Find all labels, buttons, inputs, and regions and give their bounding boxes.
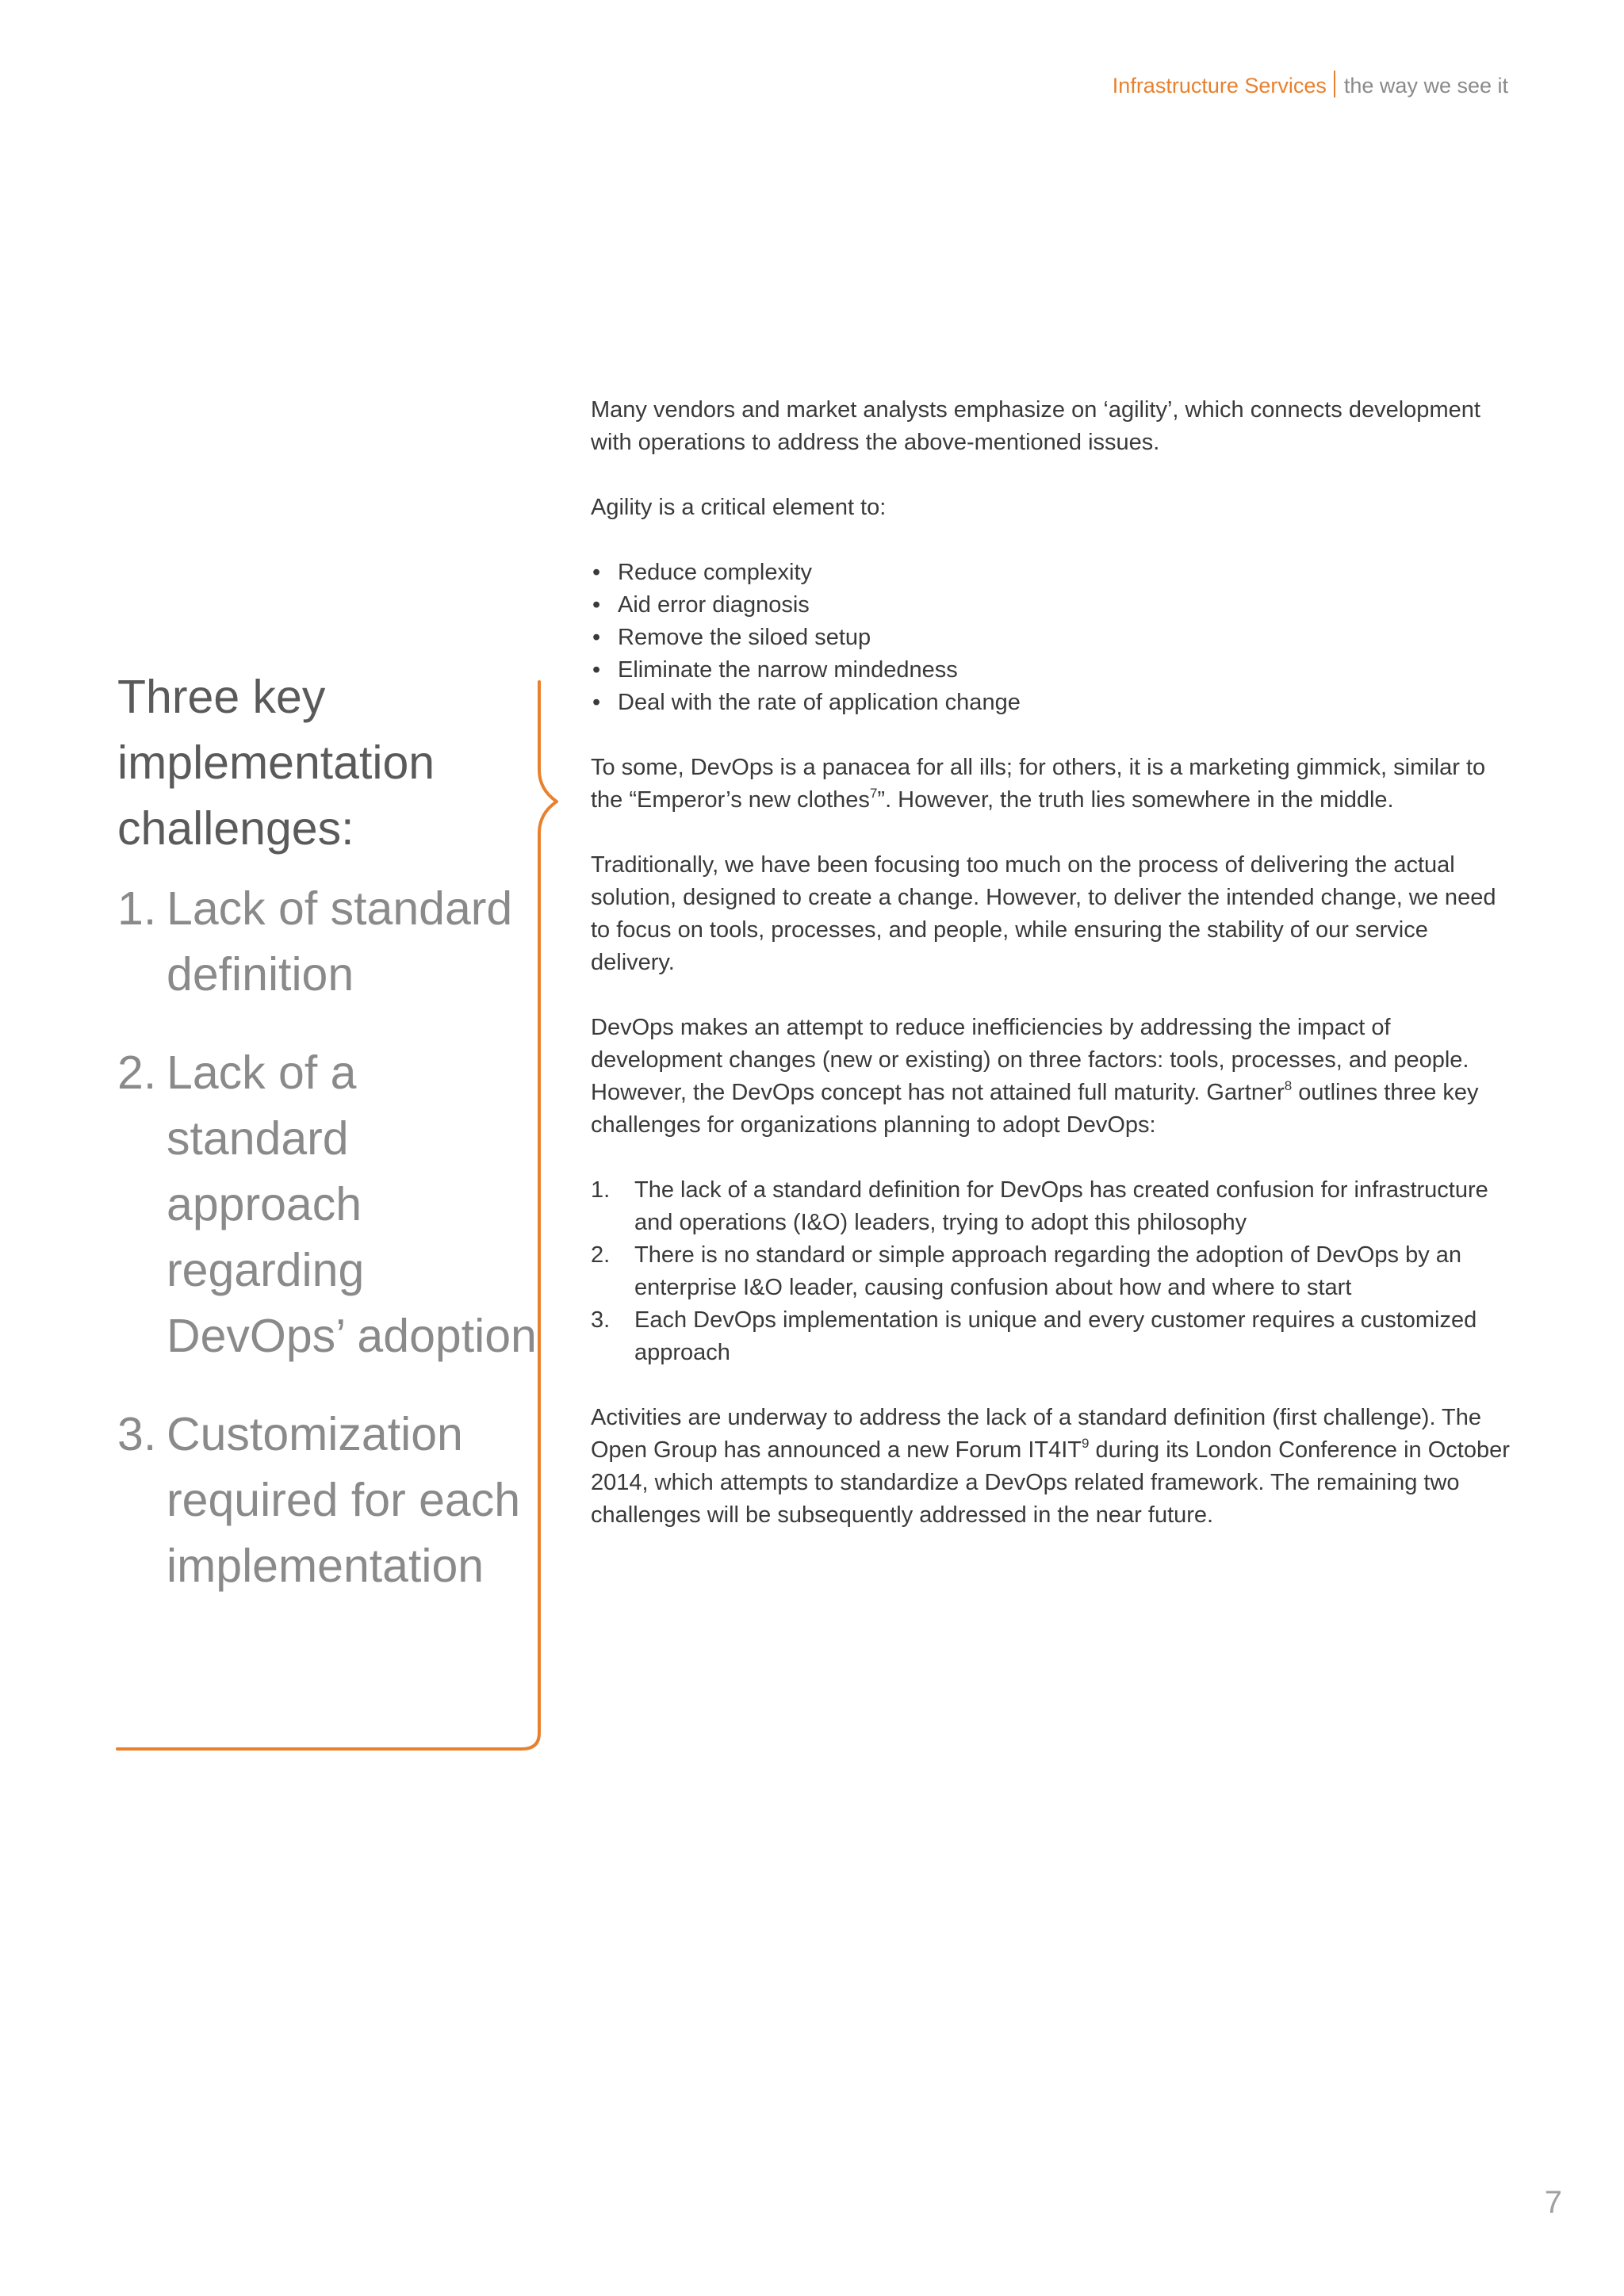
text-span: during its London Conference in October 2014, which attempts to standardize a DevOps related framework. The remaining two challenges will be subsequently addressed in the near future. [591, 1437, 1510, 1528]
callout-item-text: Customization required for each implementation [167, 1408, 521, 1592]
paragraph-inefficiencies [591, 1012, 1512, 1142]
challenge-text: Each DevOps implementation is unique and every customer requires a customized approach [634, 1307, 1477, 1365]
bullet-item: • Deal with the rate of application change [591, 687, 1512, 719]
challenge-number: 1. [591, 1177, 611, 1203]
callout-item [117, 1402, 538, 1599]
challenges-numbered-list [591, 1174, 1512, 1369]
challenge-text: The lack of a standard definition for DevOps has created confusion for infrastructure and operations (I&O) leaders, trying to adopt this philosophy [634, 1177, 1488, 1235]
text-span: outlines three key challenges for organizations planning to adopt DevOps: [591, 1080, 1479, 1138]
paragraph-traditionally: Traditionally, we have been focusing too much on the process of delivering the actual solution, designed to create a change. However, to deliver the intended change, we need to focus on tools, processes, and people, while ensuring the stability of our service delivery. [591, 852, 1496, 975]
challenge-text: There is no standard or simple approach regarding the adoption of DevOps by an enterprise I&O leader, causing confusion about how and where to start [634, 1242, 1462, 1300]
callout-item-text: Lack of a standard approach regarding DevOps’ adoption [167, 1047, 537, 1362]
bullet-item: • Remove the siloed setup [591, 622, 1512, 654]
footnote-ref: 7 [869, 786, 878, 801]
callout-item [117, 876, 538, 1008]
callout-heading: Three key implementation challenges: [117, 671, 435, 855]
challenge-item [591, 1174, 1512, 1239]
footnote-ref: 9 [1082, 1436, 1090, 1451]
bullet-item: • Aid error diagnosis [591, 589, 1512, 622]
callout-item-number: 3. [117, 1408, 157, 1460]
paragraph-agility-intro: Many vendors and market analysts emphasize on ‘agility’, which connects development with operations to address the above-mentioned issues. [591, 397, 1480, 455]
header-divider [1334, 71, 1335, 98]
header-brand: Infrastructure Services [1112, 74, 1327, 98]
paragraph-activities [591, 1402, 1512, 1532]
challenge-number: 3. [591, 1307, 611, 1333]
footnote-ref: 8 [1284, 1078, 1293, 1093]
header-tagline: the way we see it [1343, 74, 1508, 98]
callout-item [117, 1040, 538, 1369]
main-body-text [591, 394, 1512, 1564]
paragraph-panacea [591, 752, 1512, 817]
page-number: 7 [1544, 2185, 1562, 2220]
text-span: Activities are underway to address the lack of a standard definition (first challenge). The Open Group has announced a new Forum IT4IT [591, 1405, 1481, 1463]
page-header [1113, 70, 1508, 101]
text-span: To some, DevOps is a panacea for all ills; for others, it is a marketing gimmick, similar to the “Emperor’s new clothes [591, 755, 1486, 813]
challenge-item [591, 1304, 1512, 1369]
bullet-item: • Eliminate the narrow mindedness [591, 654, 1512, 687]
agility-bullet-list [591, 557, 1512, 719]
challenge-number: 2. [591, 1242, 611, 1268]
bullet-item: • Reduce complexity [591, 557, 1512, 589]
callout-sidebar [117, 664, 538, 1632]
callout-item-number: 2. [117, 1047, 157, 1099]
text-span: ”. However, the truth lies somewhere in the middle. [877, 787, 1394, 813]
challenge-item [591, 1239, 1512, 1304]
text-span: DevOps makes an attempt to reduce inefficiencies by addressing the impact of development changes (new or existing) on three factors: tools, processes, and people. However, the DevOps concept has not attained full maturity. Gartner [591, 1015, 1469, 1105]
callout-item-number: 1. [117, 882, 157, 935]
callout-item-text: Lack of standard definition [167, 882, 513, 1001]
paragraph-agility-lead: Agility is a critical element to: [591, 495, 887, 520]
callout-list [117, 876, 538, 1599]
